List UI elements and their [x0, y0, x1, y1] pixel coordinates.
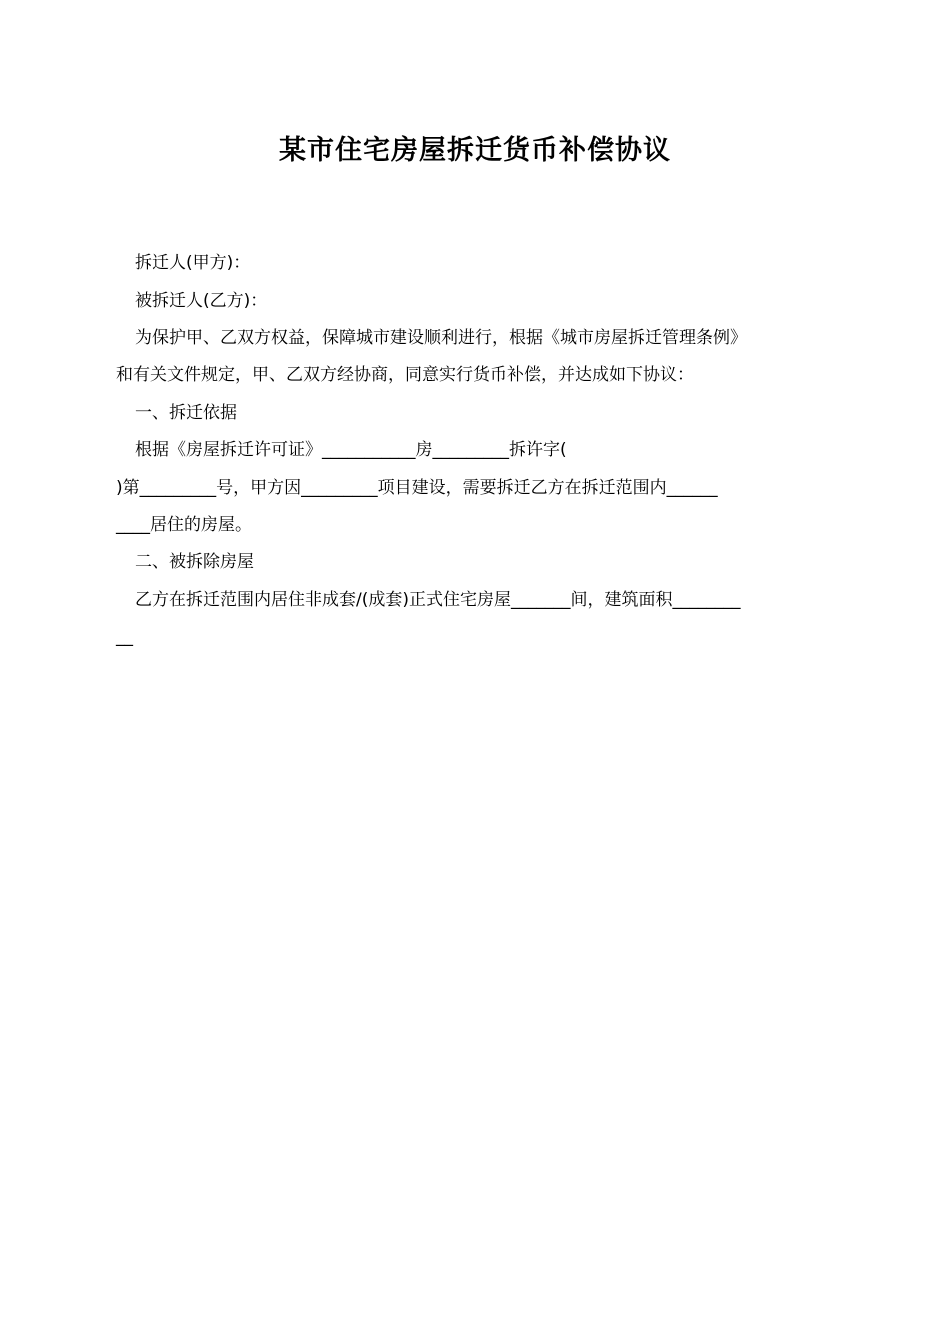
demolished-party-b-line: 被拆迁人(乙方)：: [135, 291, 268, 311]
section-2-heading: 二、被拆除房屋: [135, 552, 254, 572]
section-1-line-1: 根据《房屋拆迁许可证》___________房_________拆许字(: [135, 440, 567, 460]
section-1-line-3: ____居住的房屋。: [116, 515, 252, 535]
preamble-line-1: 为保护甲、乙双方权益，保障城市建设顺利进行，根据《城市房屋拆迁管理条例》: [135, 328, 747, 348]
section-1-heading: 一、拆迁依据: [135, 403, 237, 423]
section-2-line-1: 乙方在拆迁范围内居住非成套/(成套)正式住宅房屋_______间，建筑面积________: [135, 590, 741, 610]
section-2-line-2: __: [116, 627, 133, 647]
preamble-line-2: 和有关文件规定，甲、乙双方经协商，同意实行货币补偿，并达成如下协议：: [116, 365, 694, 385]
demolisher-party-a-line: 拆迁人(甲方)：: [135, 253, 251, 273]
document-title: 某市住宅房屋拆迁货币补偿协议: [279, 135, 671, 166]
section-1-line-2: )第_________号，甲方因_________项目建设，需要拆迁乙方在拆迁范围内______: [116, 478, 718, 498]
